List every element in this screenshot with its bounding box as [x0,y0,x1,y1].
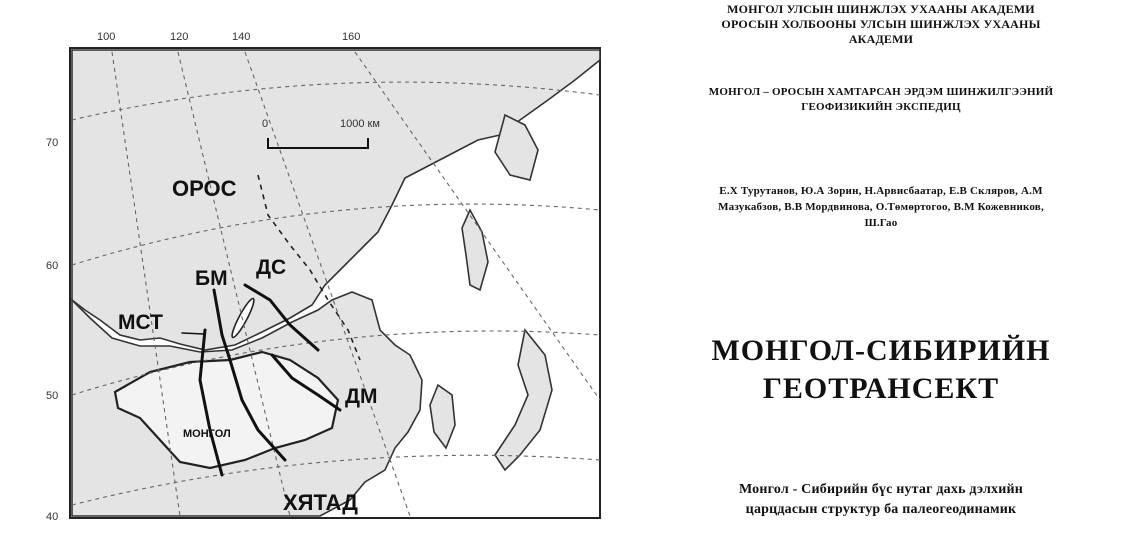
authors-line: Е.Х Турутанов, Ю.А Зорин, Н.Арвисбаатар, Е.В Скляров, А.М [719,185,1043,197]
longitude-label-140: 140 [232,31,251,43]
academy-line: МОНГОЛ УЛСЫН ШИНЖЛЭХ УХААНЫ АКАДЕМИ [727,2,1035,16]
longitude-label-120: 120 [170,31,189,43]
authors-line: Мазукабзов, В.В Мордвинова, О.Төмөртогоо, В.М Кожевников, [718,201,1044,213]
expedition-line: МОНГОЛ – ОРОСЫН ХАМТАРСАН ЭРДЭМ ШИНЖИЛГЭЭНИЙ [708,86,1054,98]
profile-label-mst: МСТ [118,311,163,334]
latitude-label-70: 70 [46,137,59,149]
academy-line: ОРОСЫН ХОЛБООНЫ УЛСЫН ШИНЖЛЭХ УХААНЫ [721,17,1041,31]
academy-header [640,2,1122,47]
country-label-china: ХЯТАД [283,490,358,515]
scale-bar-start-label: 0 [262,118,269,130]
main-title [640,332,1122,408]
subtitle-line: царцдасын структур ба палеогеодинамик [745,502,1017,517]
authors-list [650,183,1112,231]
latitude-labels [46,137,58,523]
expedition-header [640,85,1122,115]
subtitle-line: Монгол - Сибирийн бүс нутаг дахь дэлхийн [738,482,1024,497]
profile-label-dm: ДМ [345,385,378,408]
subtitle [640,480,1122,520]
latitude-label-50: 50 [46,390,59,402]
country-label-russia: ОРОС [172,176,237,201]
scale-bar-end-label: 1000 км [340,118,380,130]
main-title-line: МОНГОЛ-СИБИРИЙН [711,334,1051,367]
longitude-label-100: 100 [97,31,116,43]
main-title-line: ГЕОТРАНСЕКТ [762,372,1000,405]
expedition-line: ГЕОФИЗИКИЙН ЭКСПЕДИЦ [801,101,961,113]
country-label-mongolia: МОНГОЛ [183,428,231,440]
academy-line: АКАДЕМИ [848,32,914,46]
longitude-label-160: 160 [342,31,361,43]
longitude-labels [97,31,360,43]
title-page [640,0,1122,551]
authors-line: Ш.Гао [864,217,898,229]
profile-label-ds: ДС [256,256,287,279]
profile-label-bm: БМ [195,267,228,290]
latitude-label-60: 60 [46,260,59,272]
profile-line-mst-pointer [182,333,204,334]
latitude-label-40: 40 [46,511,59,523]
